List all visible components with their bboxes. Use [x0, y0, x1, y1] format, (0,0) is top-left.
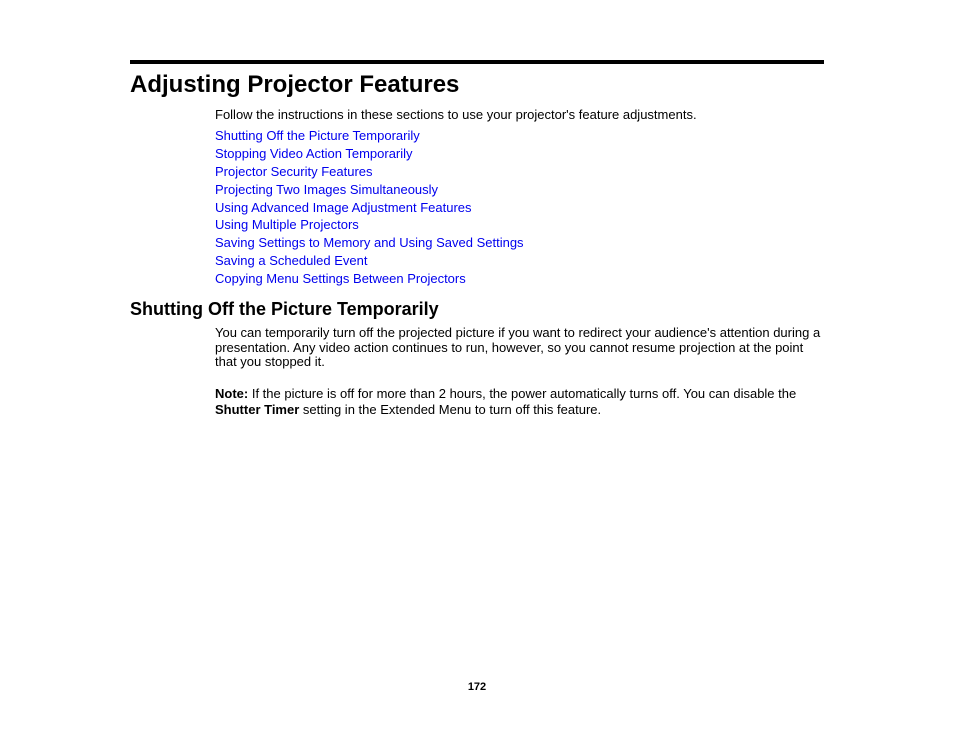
link-item	[215, 270, 524, 288]
note-text-part-2: setting in the Extended Menu to turn off this feature.	[299, 401, 602, 417]
section-body-text: You can temporarily turn off the projected picture if you want to redirect your audience's attention during a presentation. Any video action continues to run, however, so you cannot resume projection at the point that you stopped it.	[215, 325, 821, 370]
link-projector-security[interactable]: Projector Security Features	[215, 163, 373, 179]
link-multiple-projectors[interactable]: Using Multiple Projectors	[215, 217, 359, 233]
link-item	[215, 216, 524, 234]
link-saving-settings-memory[interactable]: Saving Settings to Memory and Using Saved Settings	[215, 235, 524, 251]
link-item	[215, 181, 524, 199]
link-item	[215, 145, 524, 163]
note-label: Note:	[215, 386, 249, 401]
link-item	[215, 234, 524, 252]
link-item	[215, 127, 524, 145]
note-paragraph	[215, 386, 827, 417]
note-setting-name: Shutter Timer	[215, 401, 300, 417]
link-copying-menu-settings[interactable]: Copying Menu Settings Between Projectors	[215, 271, 466, 287]
link-scheduled-event[interactable]: Saving a Scheduled Event	[215, 253, 368, 269]
link-projecting-two-images[interactable]: Projecting Two Images Simultaneously	[215, 181, 439, 197]
link-item	[215, 252, 524, 270]
link-advanced-image-adjustment[interactable]: Using Advanced Image Adjustment Features	[215, 199, 472, 215]
section-title: Shutting Off the Picture Temporarily	[130, 299, 439, 319]
link-stopping-video-action[interactable]: Stopping Video Action Temporarily	[215, 145, 413, 161]
note-text-part-1: If the picture is off for more than 2 hours, the power automatically turns off. You can disable the	[248, 386, 797, 401]
page-number: 172	[467, 681, 487, 693]
page-title: Adjusting Projector Features	[130, 71, 460, 98]
link-item	[215, 163, 524, 181]
link-item	[215, 199, 524, 217]
link-shutting-off-picture[interactable]: Shutting Off the Picture Temporarily	[215, 128, 420, 143]
top-rule	[130, 60, 824, 64]
intro-text: Follow the instructions in these sections to use your projector's feature adjustments.	[215, 107, 697, 122]
section-link-list	[215, 127, 524, 288]
